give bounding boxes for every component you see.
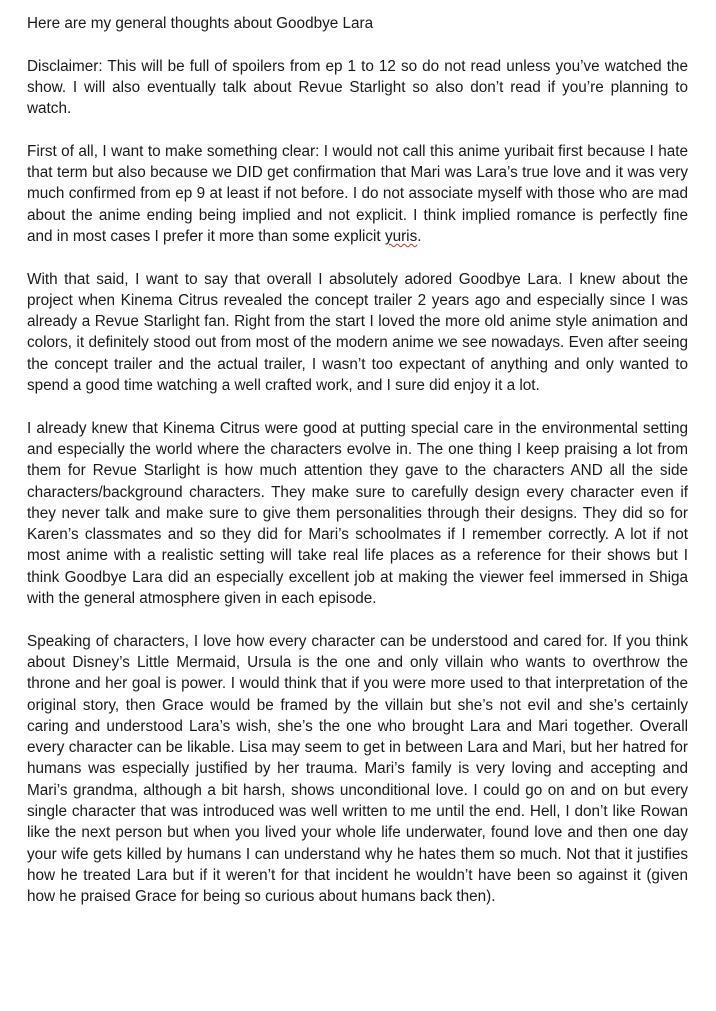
paragraph-text: First of all, I want to make something clear: I would not call this anime yuribait first because I hate that term but also because we DID get confirmation that Mari was Lara’s true love and it was very much confirmed from ep 9 at least if not before. I do not associate myself with those who are mad about the anime ending being implied and not explicit. I think implied romance is perfectly fine and in most cases I prefer it more than some explicit [27, 142, 688, 245]
paragraph-characters: Speaking of characters, I love how every character can be understood and cared for. If you think about Disney’s Little Mermaid, Ursula is the one and only villain who wants to overthrow the throne and her goal is power. I would think that if you were more used to that interpretation of the original story, then Grace would be framed by the villain but she’s not evil and she’s certainly caring and understood Lara’s wish, she’s the one who brought Lara and Mari together. Overall every character can be likable. Lisa may seem to get in between Lara and Mari, but her hatred for humans was especially justified by her trauma. Mari’s family is very loving and accepting and Mari’s grandma, although a bit harsh, shows unconditional love. I could go on and on but every single character that was introduced was well written to me until the end. Hell, I don’t like Rowan like the next person but when you lived your whole life underwater, found love and then one day your wife gets killed by humans I can understand why he hates them so much. Not that it justifies how he treated Lara but if it weren’t for that incident he wouldn’t have been so against it (given how he praised Grace for being so curious about humans back then). [27, 632, 688, 906]
paragraph-overall: With that said, I want to say that overall I absolutely adored Goodbye Lara. I knew about the project when Kinema Citrus revealed the concept trailer 2 years ago and especially since I was already a Revue Starlight fan. Right from the start I loved the more old anime style animation and colors, it definitely stood out from most of the modern anime we see nowadays. Even after seeing the concept trailer and the actual trailer, I wasn’t too expectant of anything and only wanted to spend a good time watching a well crafted work, and I sure did enjoy it a lot. [27, 270, 688, 395]
misspelled-word: yuris [384, 227, 418, 245]
paragraph-disclaimer: Disclaimer: This will be full of spoilers from ep 1 to 12 so do not read unless you’ve watched the show. I will also eventually talk about Revue Starlight so also don’t read if you’re planning to watch. [27, 57, 688, 118]
paragraph-kinema-citrus: I already knew that Kinema Citrus were good at putting special care in the environmental setting and especially the world where the characters evolve in. The one thing I keep praising a lot from them for Revue Starlight is how much attention they gave to the characters AND all the side characters/background characters. They make sure to carefully design every character even if they never talk and make sure to give them personalities through their designs. They did so for Karen’s classmates and so they did for Mari’s schoolmates if I remember correctly. A lot if not most anime with a realistic setting will take real life places as a reference for their shows but I think Goodbye Lara did an especially excellent job at making the viewer feel immersed in Shiga with the general atmosphere given in each episode. [27, 419, 688, 608]
document-page [27, 13, 688, 929]
paragraph-first-of-all [27, 141, 688, 247]
paragraph-end-punctuation: . [417, 227, 422, 245]
document-title: Here are my general thoughts about Goodbye Lara [27, 15, 374, 32]
